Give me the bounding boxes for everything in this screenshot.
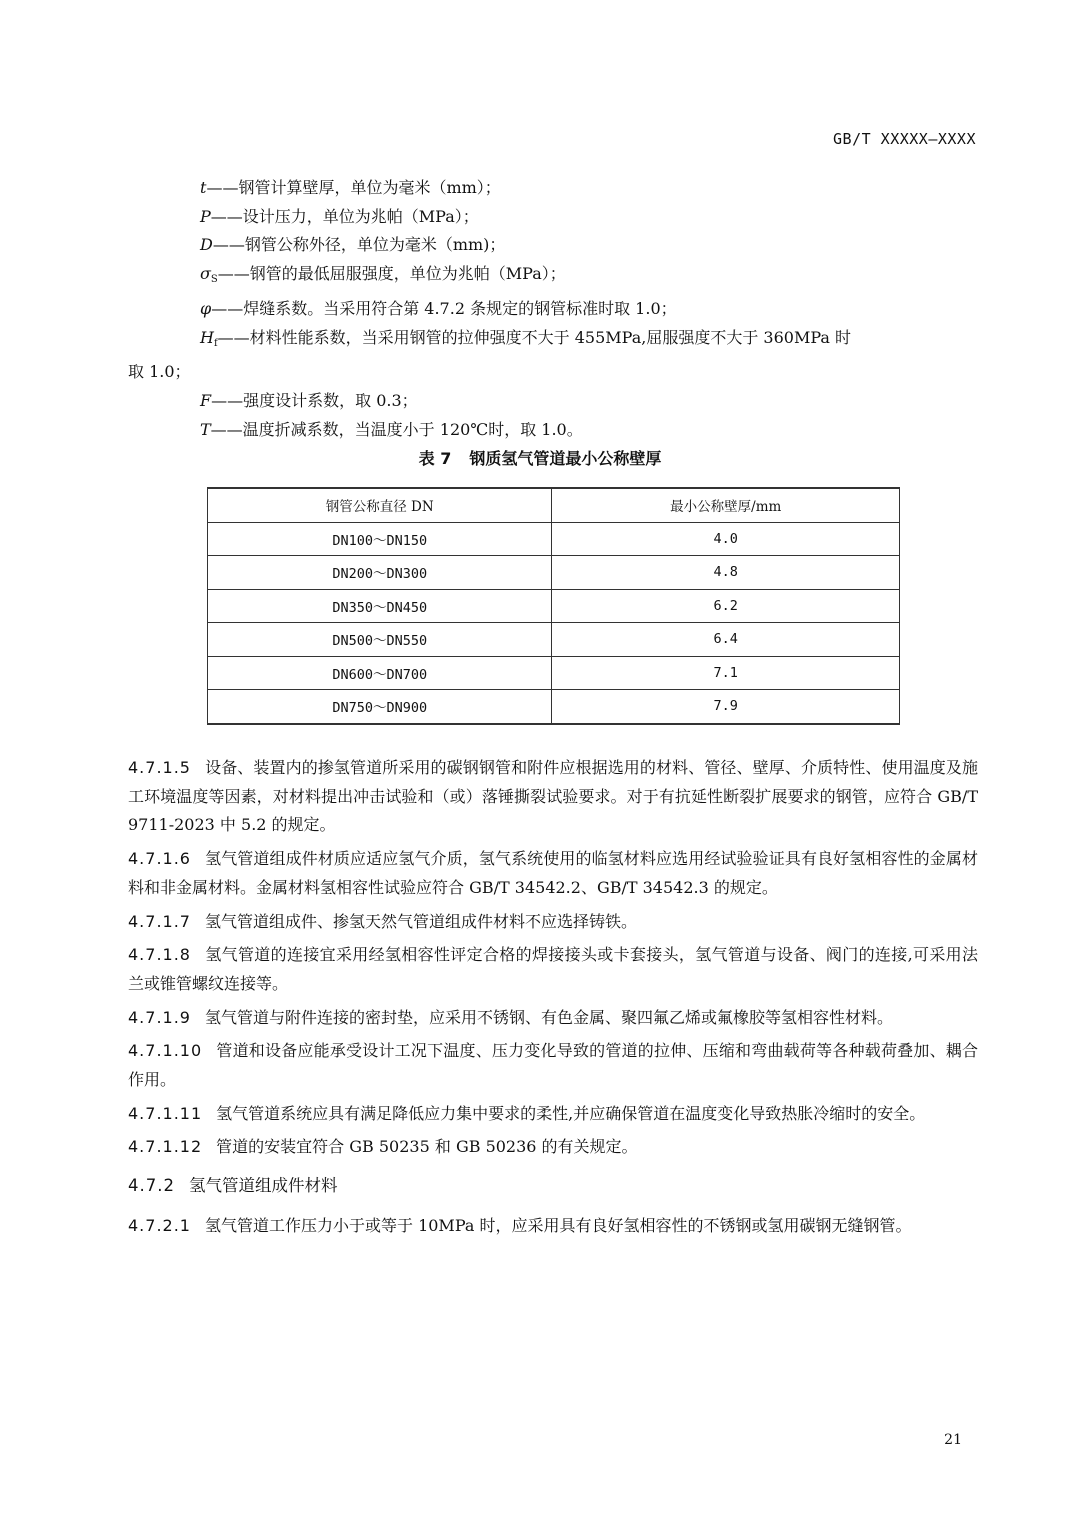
cell-thickness: 4.0 bbox=[552, 522, 900, 556]
column-header-thickness: 最小公称壁厚/mm bbox=[552, 488, 900, 522]
table-row bbox=[208, 690, 900, 724]
table-row bbox=[208, 556, 900, 590]
cell-thickness: 4.8 bbox=[552, 556, 900, 590]
table-row bbox=[208, 589, 900, 623]
definition-d: D——钢管公称外径，单位为毫米（mm)； bbox=[200, 235, 506, 255]
clauses-body bbox=[128, 754, 978, 1246]
clause-4-7-1-6: 4.7.1.6 氢气管道组成件材质应适应氢气介质，氢气系统使用的临氢材料应选用经试验验证具有良好氢相容性的金属材料和非金属材料。金属材料氢相容性试验应符合 GB/T 34542.2、GB/T 34542.3 的规定。 bbox=[128, 849, 978, 897]
table-title: 钢质氢气管道最小公称壁厚 bbox=[469, 449, 662, 468]
clause-4-7-1-9: 4.7.1.9 氢气管道与附件连接的密封垫，应采用不锈钢、有色金属、聚四氟乙烯或氟橡胶等氢相容性材料。 bbox=[128, 1007, 893, 1027]
cell-dn: DN600～DN700 bbox=[208, 656, 552, 690]
page-number: 21 bbox=[944, 1432, 962, 1448]
cell-thickness: 6.2 bbox=[552, 589, 900, 623]
table-row bbox=[208, 522, 900, 556]
clause-4-7-1-5: 4.7.1.5 设备、装置内的掺氢管道所采用的碳钢钢管和附件应根据选用的材料、管径、壁厚、介质特性、使用温度及施工环境温度等因素，对材料提出冲击试验和（或）落锤撕裂试验要求。对于有抗延性断裂扩展要求的钢管，应符合 GB/T 9711-2023 中 5.2 的规定。 bbox=[128, 758, 978, 835]
clause-4-7-1-8: 4.7.1.8 氢气管道的连接宜采用经氢相容性评定合格的焊接接头或卡套接头，氢气管道与设备、阀门的连接,可采用法兰或锥管螺纹连接等。 bbox=[128, 945, 978, 993]
table-row bbox=[208, 656, 900, 690]
definition-p: P——设计压力，单位为兆帕（MPa）； bbox=[200, 206, 479, 226]
wall-thickness-table bbox=[207, 487, 900, 725]
definition-t-reduction: T——温度折减系数，当温度小于 120℃时，取 1.0。 bbox=[200, 419, 583, 439]
section-heading: 4.7.2 氢气管道组成件材料 bbox=[128, 1176, 338, 1196]
cell-thickness: 7.9 bbox=[552, 690, 900, 724]
column-header-dn: 钢管公称直径 DN bbox=[208, 488, 552, 522]
standard-code: GB/T XXXXX—XXXX bbox=[833, 130, 976, 148]
definition-f: F——强度设计系数，取 0.3； bbox=[200, 390, 418, 410]
cell-dn: DN200～DN300 bbox=[208, 556, 552, 590]
definition-t: t——钢管计算壁厚，单位为毫米（mm）； bbox=[200, 178, 501, 197]
definition-hf: $H_f——$材料性能系数，当采用钢管的拉伸强度不大于 455MPa,屈服强度不大于 360MPa 时 bbox=[200, 327, 852, 349]
clause-4-7-1-12: 4.7.1.12 管道的安装宜符合 GB 50235 和 GB 50236 的有关规定。 bbox=[128, 1137, 638, 1157]
clause-4-7-1-10: 4.7.1.10 管道和设备应能承受设计工况下温度、压力变化导致的管道的拉伸、压缩和弯曲载荷等各种载荷叠加、耦合作用。 bbox=[128, 1041, 978, 1090]
clause-4-7-2-1: 4.7.2.1 氢气管道工作压力小于或等于 10MPa 时，应采用具有良好氢相容性的不锈钢或氢用碳钢无缝钢管。 bbox=[128, 1216, 912, 1236]
cell-dn: DN100～DN150 bbox=[208, 522, 552, 556]
definition-sigma-s: $\sigma_S——$钢管的最低屈服强度，单位为兆帕（MPa）； bbox=[200, 264, 566, 286]
definition-phi: φ——焊缝系数。当采用符合第 4.7.2 条规定的钢管标准时取 1.0； bbox=[200, 298, 677, 318]
table-number: 表 7 bbox=[418, 449, 452, 468]
cell-thickness: 7.1 bbox=[552, 656, 900, 690]
clause-4-7-1-11: 4.7.1.11 氢气管道系统应具有满足降低应力集中要求的柔性,并应确保管道在温度变化导致热胀冷缩时的安全。 bbox=[128, 1103, 926, 1123]
clause-4-7-1-7: 4.7.1.7 氢气管道组成件、掺氢天然气管道组成件材料不应选择铸铁。 bbox=[128, 911, 637, 931]
table-caption bbox=[0, 446, 1080, 469]
cell-dn: DN500～DN550 bbox=[208, 623, 552, 657]
cell-thickness: 6.4 bbox=[552, 623, 900, 657]
cell-dn: DN750～DN900 bbox=[208, 690, 552, 724]
symbol-definitions bbox=[128, 174, 976, 444]
table-row bbox=[208, 623, 900, 657]
cell-dn: DN350～DN450 bbox=[208, 589, 552, 623]
definition-hf-continuation: 取 1.0； bbox=[128, 362, 191, 382]
table-header-row bbox=[208, 488, 900, 522]
